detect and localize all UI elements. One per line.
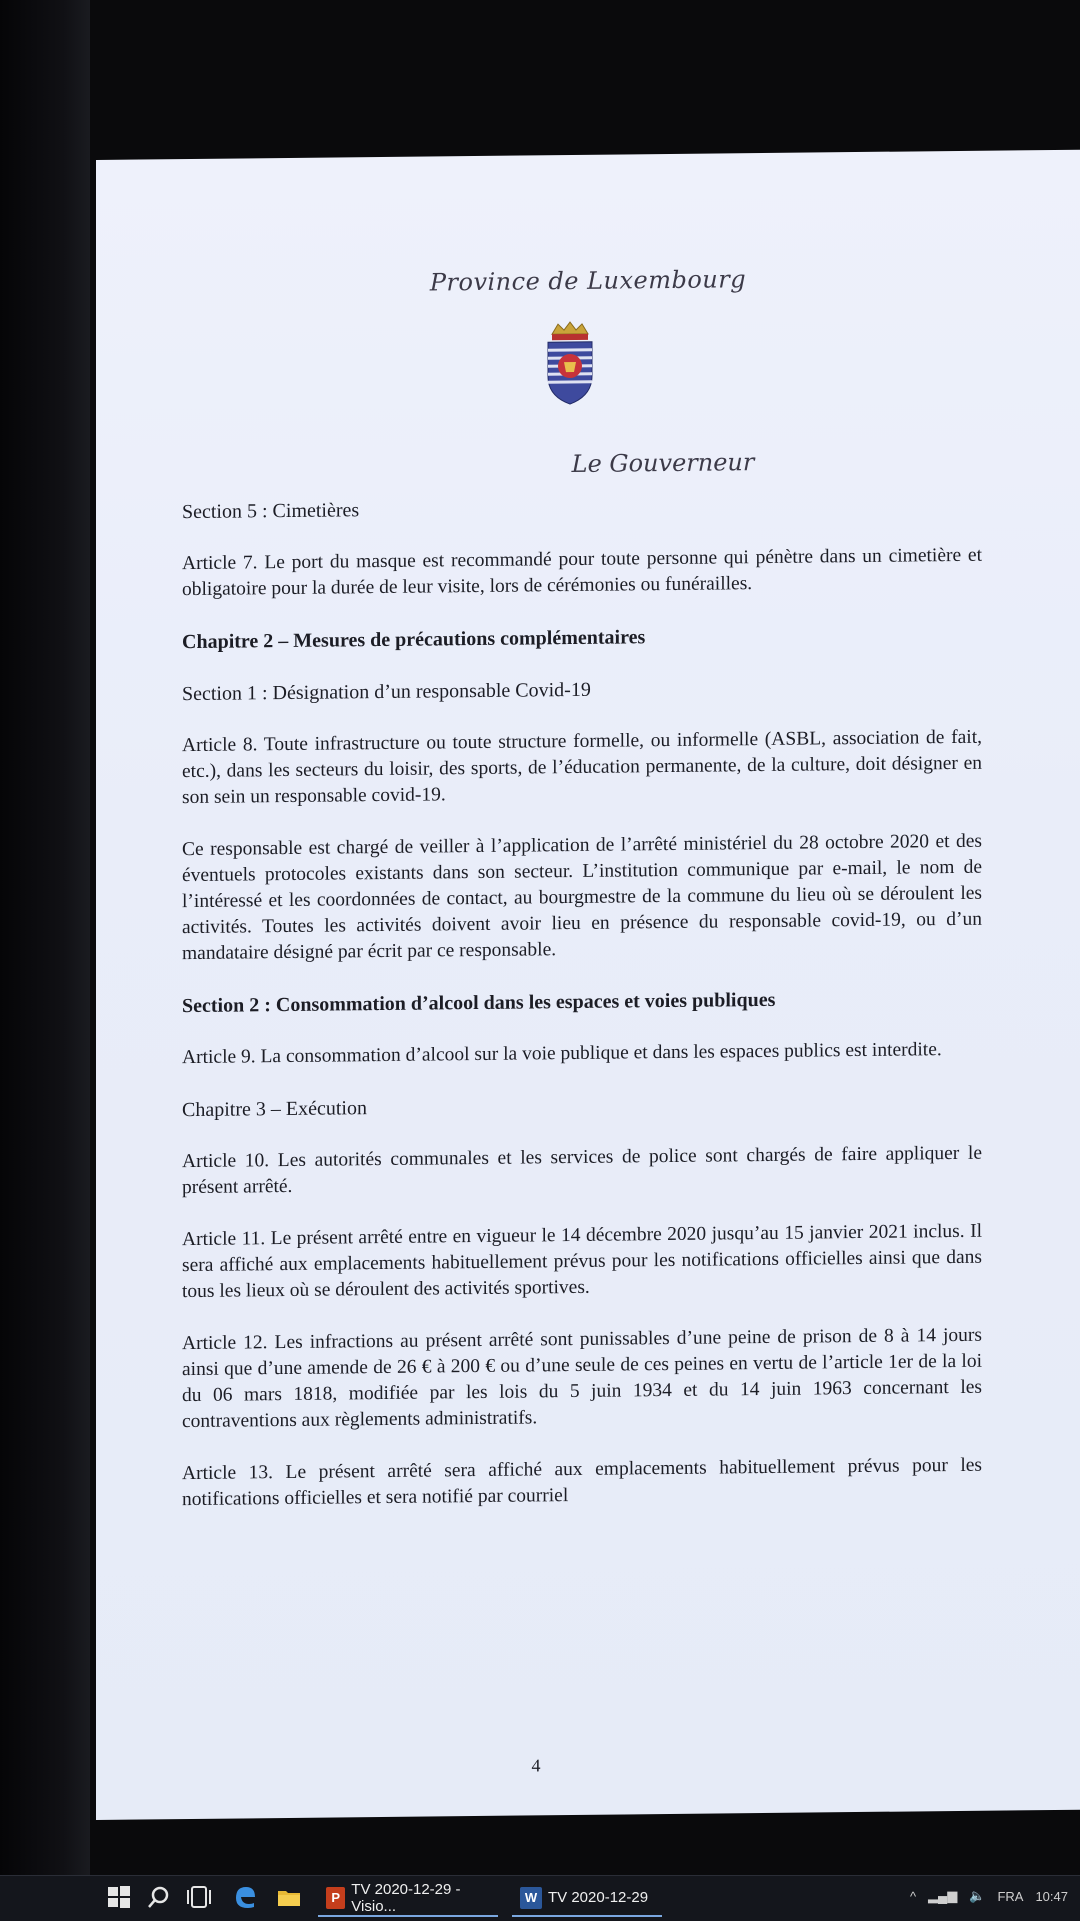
document-page	[96, 150, 1080, 1820]
task-label: TV 2020-12-29	[548, 1889, 649, 1906]
document-body	[182, 491, 982, 1539]
paragraph: Article 7. Le port du masque est recommandé pour toute personne qui pénètre dans un cimetière et obligatoire pour la durée de leur visite, lors de cérémonies ou funérailles.	[182, 544, 982, 601]
taskbar-task-powerpoint[interactable]	[318, 1880, 498, 1917]
paragraph: Article 13. Le présent arrêté sera affiché aux emplacements habituellement prévus pour les notifications officielles et sera notifié par courriel	[182, 1454, 982, 1511]
letterhead-office: Le Gouverneur	[571, 448, 755, 479]
task-label: TV 2020-12-29 - Visio...	[351, 1880, 461, 1915]
volume-icon[interactable]: 🔈	[969, 1888, 986, 1903]
file-explorer-icon[interactable]	[276, 1884, 302, 1910]
screen-bezel	[0, 0, 90, 1920]
section-heading: Chapitre 3 – Exécution	[182, 1097, 367, 1122]
taskbar-task-word[interactable]	[512, 1880, 662, 1917]
clock[interactable]: 10:47	[1035, 1888, 1068, 1904]
paragraph: Ce responsable est chargé de veiller à l’application de l’arrêté ministériel du 28 octobre 2020 et des éventuels protocoles existants dans son secteur. L’institution communique par e-mail, le nom de l’intéressé et les coordonnées de contact, au bourgmestre de la commune du lieu où se déroulent les activités. Toutes les activités doivent avoir lieu en présence du responsable covid-19, ou d’un mandataire désigné par écrit par ce responsable.	[182, 830, 982, 965]
section-heading: Section 5 : Cimetières	[182, 499, 360, 524]
section-heading: Section 1 : Désignation d’un responsable Covid-19	[182, 678, 591, 706]
page-number: 4	[531, 1755, 541, 1776]
coat-of-arms-icon	[544, 320, 596, 407]
section-heading: Section 2 : Consommation d’alcool dans les espaces et voies publiques	[182, 988, 776, 1018]
chevron-up-icon[interactable]: ^	[909, 1888, 917, 1904]
paragraph: Article 12. Les infractions au présent arrêté sont punissables d’une peine de prison de 8 à 14 jours ainsi que d’une amende de 26 € à 200 € ou d’une seule de ces peines en vertu de l’article 1er de la loi du 06 mars 1818, modifiée par les lois du 5 juin 1934 et du 14 juin 1963 concernant les contraventions aux règlements administratifs.	[182, 1324, 982, 1433]
windows-start-icon[interactable]	[106, 1884, 132, 1910]
letterhead-province: Province de Luxembourg	[429, 265, 747, 297]
network-icon[interactable]: ▂▄▆	[928, 1888, 958, 1903]
taskbar	[0, 1875, 1080, 1921]
edge-browser-icon[interactable]	[232, 1884, 258, 1910]
task-view-icon[interactable]	[186, 1884, 212, 1910]
search-icon[interactable]	[146, 1884, 172, 1910]
paragraph: Article 11. Le présent arrêté entre en vigueur le 14 décembre 2020 jusqu’au 15 janvier 2021 inclus. Il sera affiché aux emplacements habituellement prévus pour les notifications officielles ainsi que dans tous les lieux où se déroulent des activités sportives.	[182, 1220, 982, 1303]
system-tray	[910, 1888, 1068, 1904]
powerpoint-icon: P	[326, 1887, 345, 1909]
paragraph: Article 9. La consommation d’alcool sur la voie publique et dans les espaces publics est interdite.	[182, 1039, 942, 1069]
paragraph: Article 10. Les autorités communales et les services de police sont chargés de faire appliquer le présent arrêté.	[182, 1142, 982, 1199]
word-icon: W	[520, 1887, 542, 1909]
paragraph: Article 8. Toute infrastructure ou toute structure formelle, ou informelle (ASBL, association de fait, etc.), dans les secteurs du loisir, des sports, de l’éducation permanente, de la culture, doit désigner en son sein un responsable covid-19.	[182, 726, 982, 809]
language-indicator[interactable]: FRA	[997, 1888, 1024, 1904]
section-heading: Chapitre 2 – Mesures de précautions complémentaires	[182, 626, 646, 654]
